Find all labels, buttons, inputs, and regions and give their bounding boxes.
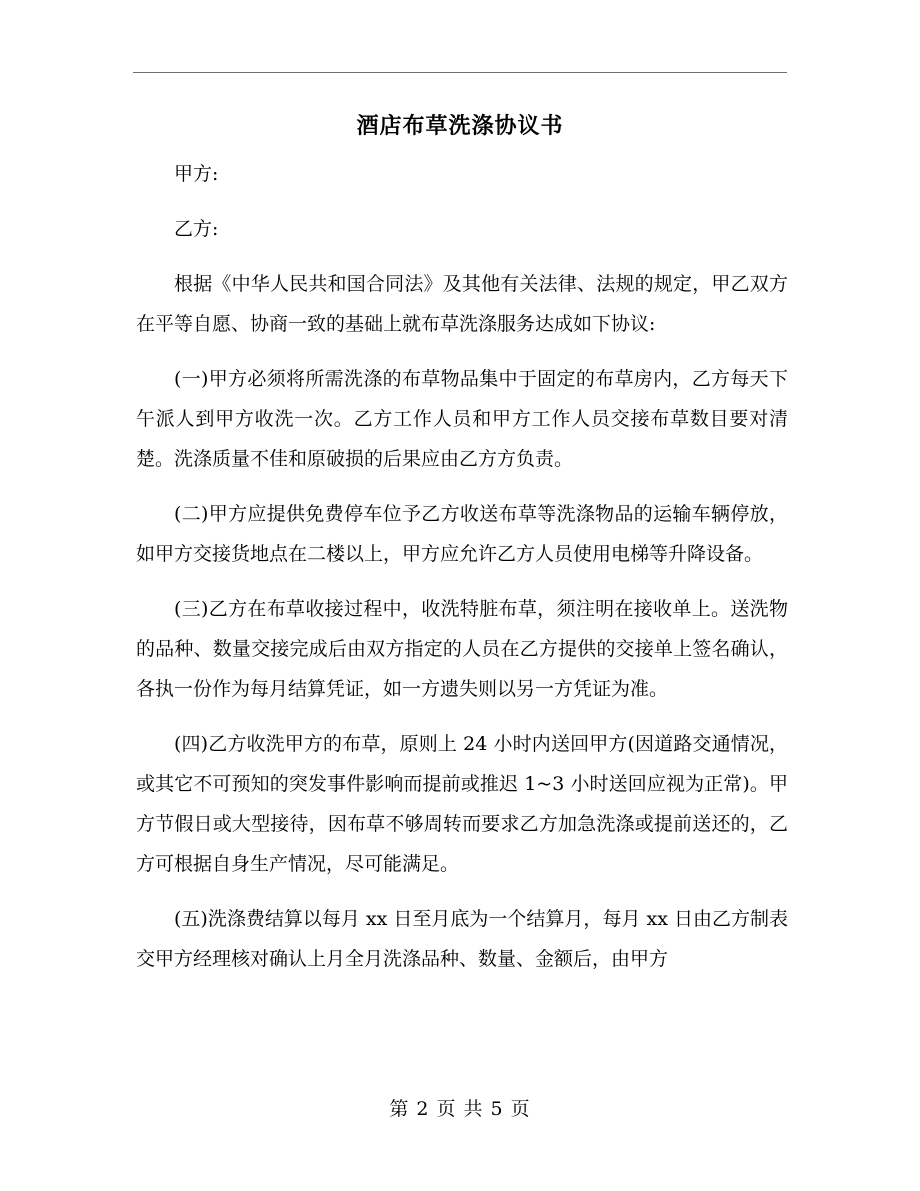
document-title: 酒店布草洗涤协议书	[356, 113, 564, 139]
clause-3-paragraph: (三)乙方在布草收接过程中，收洗特脏布草，须注明在接收单上。送洗物的品种、数量交接完成后由双方指定的人员在乙方提供的交接单上签名确认，各执一份作为每月结算凭证，如一方遗失则以另一方凭证为准。	[136, 598, 788, 700]
clause-2-paragraph: (二)甲方应提供免费停车位予乙方收送布草等洗涤物品的运输车辆停放，如甲方交接货地点在二楼以上，甲方应允许乙方人员使用电梯等升降设备。	[136, 503, 788, 565]
header-divider	[133, 72, 787, 73]
clause-4-paragraph: (四)乙方收洗甲方的布草，原则上 24 小时内送回甲方(因道路交通情况，或其它不可预知的突发事件影响而提前或推迟 1~3 小时送回应视为正常)。甲方节假日或大型接待，因布草不够周转而要求乙方加急洗涤或提前送还的，乙方可根据自身生产情况，尽可能满足。	[136, 733, 788, 875]
page-number-label: 第 2 页 共 5 页	[389, 1098, 531, 1120]
party-a-line: 甲方:	[174, 163, 219, 185]
document-body	[136, 154, 788, 994]
page-footer	[0, 1095, 920, 1123]
clause-5-paragraph: (五)洗涤费结算以每月 xx 日至月底为一个结算月，每月 xx 日由乙方制表交甲方经理核对确认上月全月洗涤品种、数量、金额后，由甲方	[136, 908, 788, 970]
clause-1-paragraph: (一)甲方必须将所需洗涤的布草物品集中于固定的布草房内，乙方每天下午派人到甲方收洗一次。乙方工作人员和甲方工作人员交接布草数目要对清楚。洗涤质量不佳和原破损的后果应由乙方方负责。	[136, 368, 788, 470]
preamble-paragraph: 根据《中华人民共和国合同法》及其他有关法律、法规的规定，甲乙双方在平等自愿、协商一致的基础上就布草洗涤服务达成如下协议:	[136, 273, 788, 335]
party-b-line: 乙方:	[174, 218, 219, 240]
